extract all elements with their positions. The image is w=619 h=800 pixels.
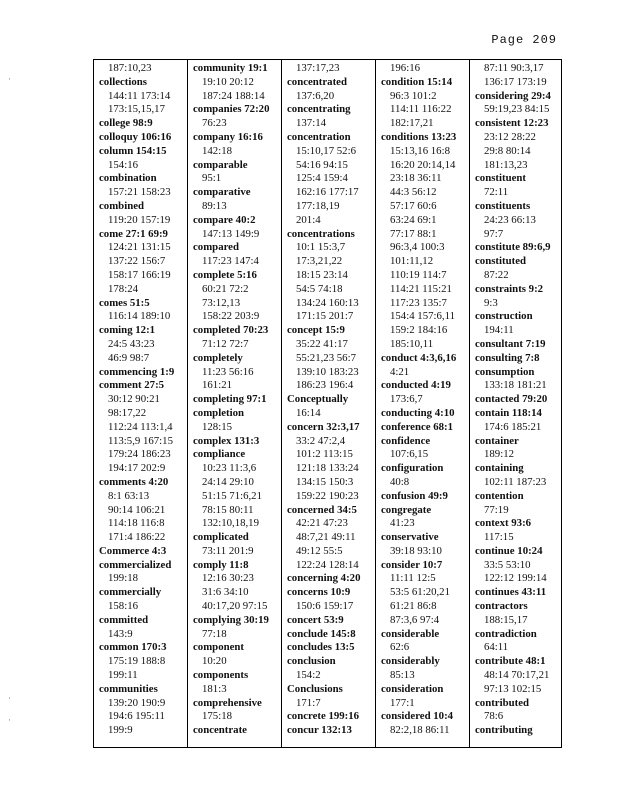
index-term: consideration: [381, 682, 444, 695]
index-reference: 137:6,20: [296, 89, 335, 102]
index-reference: 125:4 159:4: [296, 172, 348, 185]
index-reference: 89:13: [202, 199, 227, 212]
index-term: communities: [99, 682, 158, 695]
index-reference: 29:8 80:14: [484, 144, 531, 157]
index-reference: 134:15 150:3: [296, 475, 354, 488]
index-reference: 71:12 72:7: [202, 337, 249, 350]
index-term: contradiction: [475, 627, 537, 640]
index-reference: 30:12 90:21: [108, 393, 160, 406]
index-reference: 196:16: [390, 62, 420, 74]
index-reference: 122:12 199:14: [484, 572, 547, 585]
index-reference: 158:17 166:19: [108, 268, 171, 281]
index-reference: 42:21 47:23: [296, 517, 348, 530]
index-reference: 114:18 116:8: [108, 517, 165, 530]
index-reference: 182:17,21: [390, 117, 434, 130]
index-reference: 90:14 106:21: [108, 503, 166, 516]
index-term: context 93:6: [475, 517, 532, 530]
index-term: considerable: [381, 627, 440, 640]
index-term: comply 11:8: [193, 558, 249, 571]
index-reference: 121:18 133:24: [296, 462, 359, 475]
index-reference: 194:6 195:11: [108, 710, 165, 723]
index-reference: 19:10 20:12: [202, 75, 254, 88]
index-reference: 132:10,18,19: [202, 517, 259, 530]
index-reference: 194:17 202:9: [108, 462, 166, 475]
index-term: Conclusions: [287, 682, 343, 695]
index-reference: 40:17,20 97:15: [202, 600, 268, 613]
index-reference: 159:22 190:23: [296, 489, 359, 502]
index-term: community 19:1: [193, 62, 268, 74]
index-reference: 174:6 185:21: [484, 420, 542, 433]
index-term: consistent 12:23: [475, 117, 549, 130]
index-reference: 173:6,7: [390, 393, 423, 406]
index-reference: 139:10 183:23: [296, 365, 359, 378]
index-reference: 77:18: [202, 627, 227, 640]
index-reference: 23:12 28:22: [484, 130, 536, 143]
index-term: collections: [99, 75, 147, 88]
index-term: company 16:16: [193, 130, 263, 143]
index-term: combined: [99, 199, 144, 212]
index-reference: 73:11 201:9: [202, 544, 254, 557]
index-reference: 33:5 53:10: [484, 558, 531, 571]
index-reference: 51:15 71:6,21: [202, 489, 262, 502]
index-reference: 199:18: [108, 572, 138, 585]
index-term: contributed: [475, 696, 529, 709]
index-reference: 35:22 41:17: [296, 337, 348, 350]
index-term: column 154:15: [99, 144, 167, 157]
index-term: concentrate: [193, 724, 247, 737]
index-term: Conceptually: [287, 393, 349, 406]
index-reference: 11:11 12:5: [390, 572, 436, 585]
index-reference: 95:1: [202, 172, 222, 185]
index-reference: 144:11 173:14: [108, 89, 171, 102]
index-reference: 24:14 29:10: [202, 475, 254, 488]
index-reference: 189:12: [484, 448, 514, 461]
index-reference: 187:24 188:14: [202, 89, 265, 102]
index-term: concern 32:3,17: [287, 420, 360, 433]
index-reference: 186:23 196:4: [296, 379, 354, 392]
index-term: confidence: [381, 434, 431, 447]
index-reference: 158:16: [108, 600, 138, 613]
index-reference: 171:7: [296, 696, 321, 709]
index-reference: 101:11,12: [390, 255, 434, 268]
index-term: continue 10:24: [475, 544, 543, 557]
index-reference: 9:3: [484, 296, 498, 309]
index-term: comment 27:5: [99, 379, 165, 392]
index-reference: 142:18: [202, 144, 232, 157]
index-term: constraints 9:2: [475, 282, 544, 295]
index-reference: 154:4 157:6,11: [390, 310, 455, 323]
index-reference: 162:16 177:17: [296, 186, 359, 199]
index-reference: 159:2 184:16: [390, 324, 448, 337]
index-reference: 116:14 189:10: [108, 310, 171, 323]
index-column-5: [469, 60, 563, 747]
index-reference: 114:11 116:22: [390, 103, 452, 116]
index-term: compared: [193, 241, 239, 254]
index-term: compliance: [193, 448, 246, 461]
index-reference: 201:4: [296, 213, 321, 226]
index-term: containing: [475, 462, 524, 475]
index-reference: 16:20 20:14,14: [390, 158, 456, 171]
index-reference: 53:5 61:20,21: [390, 586, 450, 599]
margin-speck: ·: [8, 715, 11, 725]
index-reference: 24:5 43:23: [108, 337, 155, 350]
index-reference: 48:14 70:17,21: [484, 669, 550, 682]
index-reference: 46:9 98:7: [108, 351, 150, 364]
index-reference: 107:6,15: [390, 448, 429, 461]
index-term: concentrations: [287, 227, 355, 240]
index-reference: 154:2: [296, 669, 321, 682]
index-term: commercialized: [99, 558, 172, 571]
index-reference: 181:13,23: [484, 158, 528, 171]
index-reference: 147:13 149:9: [202, 227, 260, 240]
index-reference: 15:13,16 16:8: [390, 144, 450, 157]
index-reference: 199:11: [108, 669, 138, 682]
index-reference: 177:1: [390, 696, 415, 709]
index-term: commercially: [99, 586, 162, 599]
index-term: compare 40:2: [193, 213, 256, 226]
index-reference: 139:20 190:9: [108, 696, 166, 709]
index-term: conditions 13:23: [381, 130, 457, 143]
index-term: conference 68:1: [381, 420, 454, 433]
index-term: considerably: [381, 655, 440, 668]
index-term: constituent: [475, 172, 526, 185]
index-reference: 85:13: [390, 669, 415, 682]
index-term: constituents: [475, 199, 531, 212]
index-reference: 158:22 203:9: [202, 310, 260, 323]
index-reference: 112:24 113:1,4: [108, 420, 173, 433]
index-reference: 150:6 159:17: [296, 600, 354, 613]
index-term: committed: [99, 613, 149, 626]
index-term: coming 12:1: [99, 324, 156, 337]
index-reference: 175:19 188:8: [108, 655, 166, 668]
index-reference: 177:18,19: [296, 199, 340, 212]
index-term: comparable: [193, 158, 248, 171]
index-term: common 170:3: [99, 641, 167, 654]
index-reference: 77:19: [484, 503, 509, 516]
index-reference: 188:15,17: [484, 613, 528, 626]
index-column-2: [187, 60, 280, 747]
index-reference: 117:23 147:4: [202, 255, 259, 268]
index-reference: 16:14: [296, 406, 321, 419]
index-term: consultant 7:19: [475, 337, 546, 350]
index-reference: 181:3: [202, 682, 227, 695]
index-reference: 161:21: [202, 379, 232, 392]
index-reference: 101:2 113:15: [296, 448, 353, 461]
index-term: components: [193, 669, 249, 682]
index-reference: 137:22 156:7: [108, 255, 166, 268]
index-term: configuration: [381, 462, 444, 475]
index-reference: 44:3 56:12: [390, 186, 437, 199]
index-reference: 18:15 23:14: [296, 268, 348, 281]
index-term: combination: [99, 172, 157, 185]
index-reference: 87:3,6 97:4: [390, 613, 440, 626]
index-term: come 27:1 69:9: [99, 227, 168, 240]
index-reference: 62:6: [390, 641, 410, 654]
index-reference: 72:11: [484, 186, 509, 199]
index-reference: 87:22: [484, 268, 509, 281]
index-reference: 96:3 101:2: [390, 89, 437, 102]
index-reference: 137:17,23: [296, 62, 340, 74]
index-term: conducting 4:10: [381, 406, 455, 419]
index-reference: 97:7: [484, 227, 504, 240]
index-term: complying 30:19: [193, 613, 269, 626]
index-term: contributing: [475, 724, 533, 737]
index-reference: 23:18 36:11: [390, 172, 442, 185]
index-reference: 117:15: [484, 531, 514, 544]
index-reference: 171:15 201:7: [296, 310, 354, 323]
index-term: container: [475, 434, 519, 447]
index-reference: 114:21 115:21: [390, 282, 452, 295]
index-column-3: [281, 60, 374, 747]
index-term: conducted 4:19: [381, 379, 451, 392]
index-term: college 98:9: [99, 117, 153, 130]
index-column-1: [94, 60, 187, 747]
index-term: concert 53:9: [287, 613, 344, 626]
index-term: condition 15:14: [381, 75, 453, 88]
index-term: contain 118:14: [475, 406, 542, 419]
index-term: concentration: [287, 130, 351, 143]
index-reference: 49:12 55:5: [296, 544, 343, 557]
index-reference: 61:21 86:8: [390, 600, 437, 613]
index-term: complicated: [193, 531, 249, 544]
index-term: concerned 34:5: [287, 503, 357, 516]
index-term: complex 131:3: [193, 434, 260, 447]
index-reference: 98:17,22: [108, 406, 147, 419]
page-number: Page 209: [491, 33, 557, 47]
index-term: contribute 48:1: [475, 655, 546, 668]
index-term: comments 4:20: [99, 475, 169, 488]
index-term: conservative: [381, 531, 439, 544]
index-term: conclude 145:8: [287, 627, 356, 640]
index-term: construction: [475, 310, 533, 323]
index-term: contention: [475, 489, 524, 502]
index-reference: 173:15,15,17: [108, 103, 165, 116]
index-reference: 57:17 60:6: [390, 199, 437, 212]
index-term: comes 51:5: [99, 296, 150, 309]
index-reference: 187:10,23: [108, 62, 152, 74]
index-reference: 48:7,21 49:11: [296, 531, 356, 544]
index-reference: 40:8: [390, 475, 410, 488]
index-reference: 113:5,9 167:15: [108, 434, 173, 447]
index-reference: 133:18 181:21: [484, 379, 547, 392]
index-reference: 41:23: [390, 517, 415, 530]
index-reference: 10:20: [202, 655, 227, 668]
index-reference: 4:21: [390, 365, 410, 378]
index-term: completion: [193, 406, 244, 419]
index-reference: 78:15 80:11: [202, 503, 254, 516]
index-reference: 12:16 30:23: [202, 572, 254, 585]
index-reference: 64:11: [484, 641, 509, 654]
index-reference: 55:21,23 56:7: [296, 351, 356, 364]
index-term: completing 97:1: [193, 393, 267, 406]
index-column-4: [375, 60, 468, 747]
index-term: contacted 79:20: [475, 393, 548, 406]
index-reference: 33:2 47:2,4: [296, 434, 346, 447]
index-reference: 54:5 74:18: [296, 282, 343, 295]
index-reference: 96:3,4 100:3: [390, 241, 445, 254]
index-reference: 122:24 128:14: [296, 558, 359, 571]
index-reference: 77:17 88:1: [390, 227, 437, 240]
index-term: consumption: [475, 365, 535, 378]
index-reference: 17:3,21,22: [296, 255, 343, 268]
index-term: constituted: [475, 255, 526, 268]
index-reference: 178:24: [108, 282, 138, 295]
index-term: consulting 7:8: [475, 351, 540, 364]
index-reference: 73:12,13: [202, 296, 241, 309]
margin-speck: ·: [8, 693, 11, 703]
index-reference: 97:13 102:15: [484, 682, 542, 695]
index-reference: 134:24 160:13: [296, 296, 359, 309]
index-reference: 194:11: [484, 324, 514, 337]
index-term: contractors: [475, 600, 528, 613]
index-term: concentrating: [287, 103, 351, 116]
index-reference: 24:23 66:13: [484, 213, 536, 226]
index-term: concur 132:13: [287, 724, 352, 737]
index-reference: 137:14: [296, 117, 326, 130]
index-term: concept 15:9: [287, 324, 345, 337]
index-term: completely: [193, 351, 243, 364]
index-reference: 199:9: [108, 724, 133, 737]
index-reference: 8:1 63:13: [108, 489, 150, 502]
index-reference: 171:4 186:22: [108, 531, 166, 544]
index-reference: 175:18: [202, 710, 232, 723]
index-term: constitute 89:6,9: [475, 241, 551, 254]
index-term: concludes 13:5: [287, 641, 355, 654]
index-term: Commerce 4:3: [99, 544, 167, 557]
index-reference: 136:17 173:19: [484, 75, 547, 88]
index-reference: 110:19 114:7: [390, 268, 447, 281]
index-term: conduct 4:3,6,16: [381, 351, 457, 364]
index-reference: 119:20 157:19: [108, 213, 171, 226]
index-term: companies 72:20: [193, 103, 270, 116]
index-reference: 76:23: [202, 117, 227, 130]
index-term: conclusion: [287, 655, 336, 668]
index-term: concrete 199:16: [287, 710, 360, 723]
index-reference: 15:10,17 52:6: [296, 144, 356, 157]
index-reference: 87:11 90:3,17: [484, 62, 544, 74]
index-reference: 185:10,11: [390, 337, 434, 350]
index-reference: 10:1 15:3,7: [296, 241, 346, 254]
index-reference: 143:9: [108, 627, 133, 640]
index-reference: 78:6: [484, 710, 504, 723]
index-term: considered 10:4: [381, 710, 454, 723]
index-term: complete 5:16: [193, 268, 257, 281]
index-term: consider 10:7: [381, 558, 443, 571]
index-reference: 31:6 34:10: [202, 586, 249, 599]
index-term: component: [193, 641, 244, 654]
index-reference: 63:24 69:1: [390, 213, 437, 226]
index-reference: 179:24 186:23: [108, 448, 171, 461]
index-term: considering 29:4: [475, 89, 551, 102]
index-term: confusion 49:9: [381, 489, 448, 502]
index-reference: 157:21 158:23: [108, 186, 171, 199]
index-table: [93, 59, 562, 748]
index-term: comprehensive: [193, 696, 262, 709]
index-term: commencing 1:9: [99, 365, 175, 378]
index-reference: 60:21 72:2: [202, 282, 249, 295]
index-reference: 10:23 11:3,6: [202, 462, 257, 475]
index-term: colloquy 106:16: [99, 130, 172, 143]
index-term: concerning 4:20: [287, 572, 361, 585]
index-reference: 39:18 93:10: [390, 544, 442, 557]
index-reference: 117:23 135:7: [390, 296, 447, 309]
index-term: comparative: [193, 186, 251, 199]
index-reference: 59:19,23 84:15: [484, 103, 550, 116]
index-term: completed 70:23: [193, 324, 269, 337]
index-reference: 11:23 56:16: [202, 365, 254, 378]
index-term: concerns 10:9: [287, 586, 351, 599]
index-reference: 124:21 131:15: [108, 241, 171, 254]
index-reference: 82:2,18 86:11: [390, 724, 450, 737]
index-reference: 54:16 94:15: [296, 158, 348, 171]
index-term: continues 43:11: [475, 586, 547, 599]
margin-speck: ·: [8, 74, 11, 84]
index-reference: 128:15: [202, 420, 232, 433]
index-term: concentrated: [287, 75, 347, 88]
index-reference: 102:11 187:23: [484, 475, 547, 488]
index-reference: 154:16: [108, 158, 138, 171]
index-term: congregate: [381, 503, 432, 516]
